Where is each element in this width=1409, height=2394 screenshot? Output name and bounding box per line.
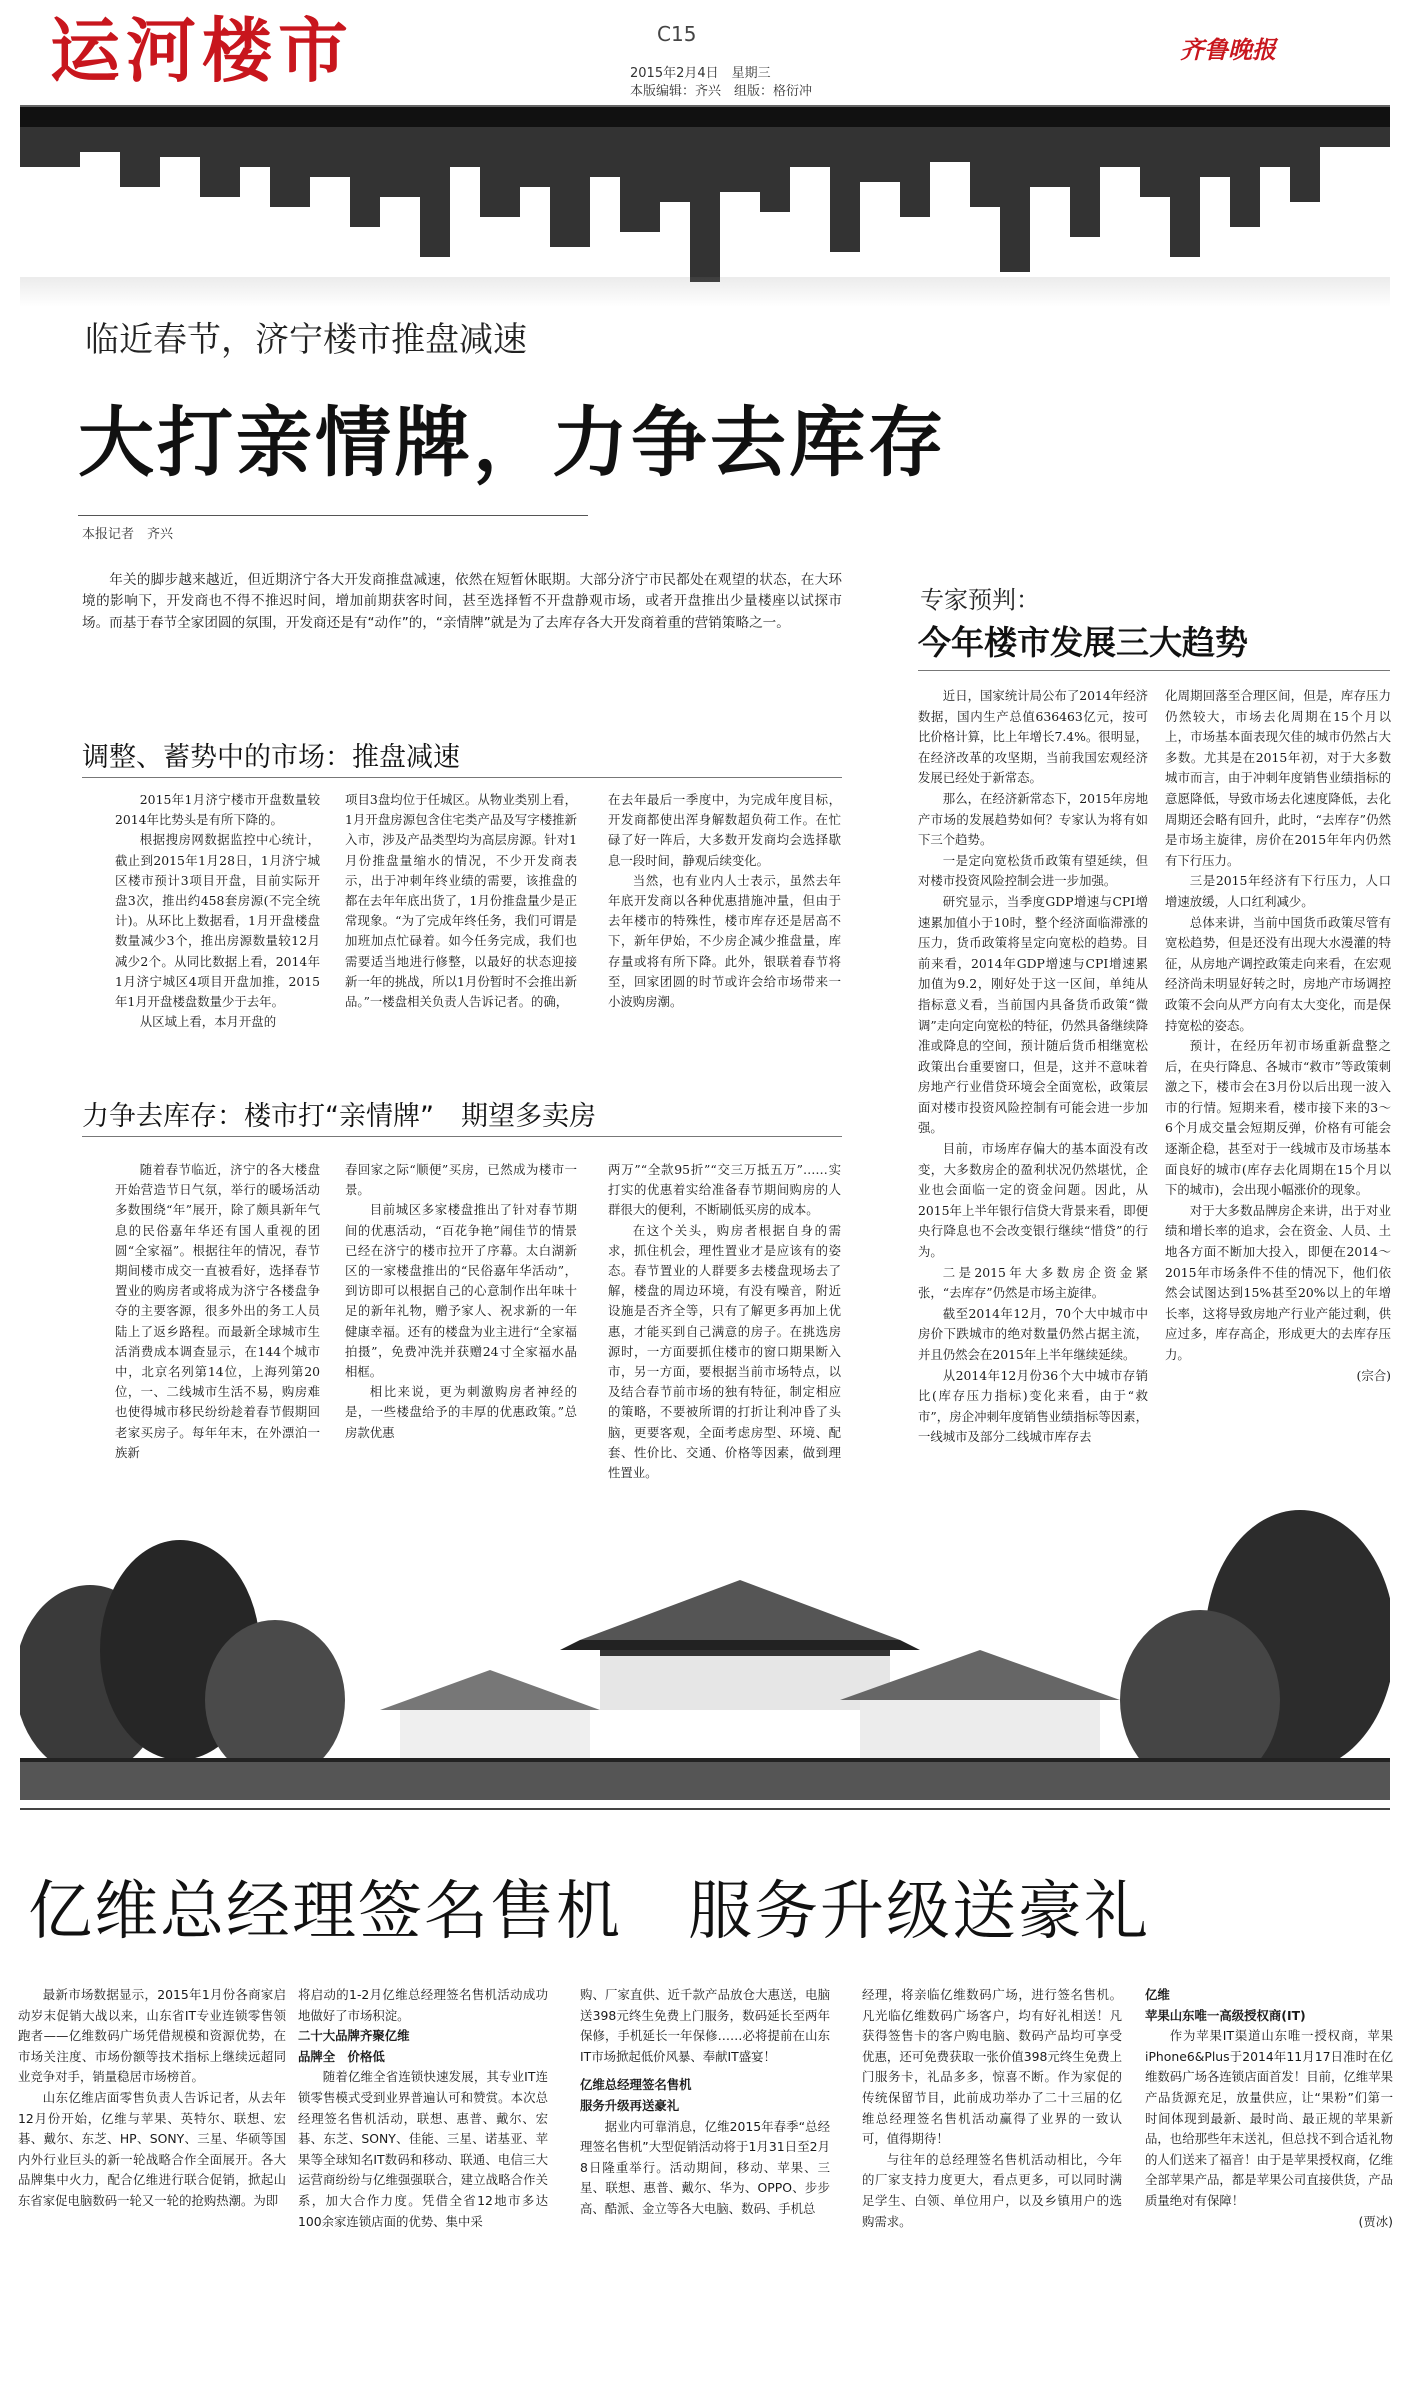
paragraph: 作为苹果IT渠道山东唯一授权商，苹果iPhone6&Plus于2014年11月17日准时在亿维数码广场各连锁店面首发！目前，亿维苹果产品货源充足，放量供应，让“果粉”们第一时间体现到最新、最时尚、最正规的苹果新品，也给那些年末送礼，但总找不到合适礼物的人们送来了福音！由于是苹果授权商，亿维全部苹果产品，都是苹果公司直接供货，产品质量绝对有保障！ (1145, 2028, 1393, 2208)
paragraph: 从2014年12月份36个大中城市存销比(库存压力指标)变化来看，由于“救市”，房企冲刺年度销售业绩指标等因素，一线城市及部分二线城市库存去 (918, 1367, 1148, 1445)
paragraph: 春回家之际“顺便”买房，已然成为楼市一景。 (345, 1162, 577, 1198)
ad-headline: 亿维总经理签名售机 服务升级送豪礼 (28, 1875, 1150, 1949)
source-note: (贾冰) (1358, 2213, 1393, 2229)
paragraph: 两万”“全款95折”“交三万抵五万”……实打实的优惠着实给准备春节期间购房的人群很大的便利，不断刷低买房的成本。 (608, 1162, 841, 1218)
paragraph: 根据搜房网数据监控中心统计，截止到2015年1月28日，1月济宁城区楼市预计3项目开盘，目前实际开盘3次，推出约458套房源(不完全统计)。从环比上数据看，1月开盘楼盘数量减少3个，推出房源数量较12月减少2个。从同比数据上看，2014年1月济宁城区4项目开盘加推，2015年1月开盘楼盘数量少于去年。 (115, 832, 320, 1010)
section2-column-2 (345, 1160, 577, 1515)
paragraph: 研究显示，当季度GDP增速与CPI增速累加值小于10时，整个经济面临滞涨的压力，货币政策将呈定向宽松的趋势。目前来看，2014年GDP增速与CPI增速累加值为9.2，刚好处于这一区间，单纯从指标意义看，当前国内具备货币政策“微调”走向定向宽松的特征，仍然具备继续降准或降息的空间，预计随后货币相继宽松政策出台重要窗口，但是，这并不意味着房地产行业借贷环境会全面宽松，政策层面对楼市投资风险控制有可能会进一步加强。 (918, 893, 1148, 1136)
source-note: (宗合) (1356, 1367, 1391, 1383)
section1-rule (82, 777, 842, 778)
section1-column-2 (345, 790, 577, 1070)
section2-title: 力争去库存：楼市打“亲情牌” 期望多卖房 (82, 1101, 596, 1132)
expert-rule (918, 670, 1390, 671)
section-title: 运河楼市 (50, 10, 354, 92)
paragraph: 最新市场数据显示，2015年1月份各商家启动岁末促销大战以来，山东省IT专业连锁零售领跑者——亿维数码广场凭借规模和资源优势，在市场关注度、市场份额等技术指标上继续远超同业竞争对手，销量稳居市场榜首。 (18, 1987, 286, 2085)
paragraph: 项目3盘均位于任城区。从物业类别上看，1月开盘房源包含住宅类产品及写字楼推新入市，涉及产品类型均为高层房源。针对1月份推盘量缩水的情况，不少开发商表示，出于冲刺年终业绩的需要，该推盘的都在去年年底出货了，1月份推盘量少是正常现象。“为了完成年终任务，我们可谓是加班加点忙碌着。如今任务完成，我们也需要适当地进行修整，以最好的状态迎接新一年的挑战，所以1月份暂时不会推出新品。”一楼盘相关负责人告诉记者。的确， (345, 792, 577, 1010)
paragraph: 2015年1月济宁楼市开盘数量较2014年比势头是有所下降的。 (115, 792, 320, 828)
paragraph: 在去年最后一季度中，为完成年度目标，开发商都使出浑身解数超负荷工作。在忙碌了好一阵后，大多数开发商均会选择歇息一段时间，静观后续变化。 (608, 792, 841, 868)
paragraph: 与往年的总经理签名售机活动相比，今年的厂家支持力度更大，看点更多，可以同时满足学生、白领、单位用户，以及乡镇用户的选购需求。 (862, 2151, 1122, 2229)
paragraph: 据业内可靠消息，亿维2015年春季“总经理签名售机”大型促销活动将于1月31日至2月8日隆重举行。活动期间，移动、苹果、三星、联想、惠普、戴尔、华为、OPPO、步步高、酷派、金立等各大电脑、数码、手机总 (580, 2118, 830, 2216)
paragraph: 化周期回落至合理区间，但是，库存压力仍然较大，市场去化周期在15个月以上，市场基本面表现欠佳的城市仍然占大多数。尤其是在2015年初，对于大多数城市而言，由于冲刺年度销售业绩指标的意愿降低，导致市场去化速度降低，去化周期还会略有回升，此时，“去库存”仍然是市场主旋律，房价在2015年年内仍然有下行压力。 (1165, 688, 1391, 868)
section2-column-1 (115, 1160, 320, 1515)
paper-logo: 齐鲁晚报 (1180, 35, 1276, 64)
paragraph: 近日，国家统计局公布了2014年经济数据，国内生产总值636463亿元，按可比价格计算，比上年增长7.4%。很明显，在经济改革的攻坚期，当前我国宏观经济发展已经处于新常态。 (918, 688, 1148, 786)
paragraph: 二是2015年大多数房企资金紧张，“去库存”仍然是市场主旋律。 (918, 1264, 1148, 1301)
page-number: C15 (657, 22, 697, 46)
ad-column-4 (862, 1985, 1122, 2365)
section1-column-1 (115, 790, 320, 1070)
ad-column-2 (298, 1985, 548, 2365)
building-photo (20, 1500, 1390, 1800)
feature-headline: 大打亲情牌，力争去库存 (78, 398, 947, 487)
ad-column-3 (580, 1985, 830, 2365)
subheading: 苹果山东唯一高级授权商(IT) (1145, 2007, 1306, 2023)
paragraph: 当然，也有业内人士表示，虽然去年年底开发商以各种优惠措施冲量，但由于去年楼市的特殊性，楼市库存还是居高不下，新年伊始，不少房企减少推盘量，库存量或将有所下降。此外，银联着春节将至，回家团圆的时节或许会给市场带来一小波购房潮。 (608, 872, 841, 1010)
paragraph: 购、厂家直供、近千款产品放仓大惠送，电脑送398元终生免费上门服务，数码延长至两年保修，手机延长一年保修……必将提前在山东IT市场掀起低价风暴、奉献IT盛宴！ (580, 1987, 830, 2064)
paragraph: 总体来讲，当前中国货币政策尽管有宽松趋势，但是还没有出现大水漫灌的特征，从房地产调控政策走向来看，在宏观经济尚未明显好转之时，房地产市场调控政策不会向从严方向有太大变化，而是保持宽松的姿态。 (1165, 914, 1391, 1033)
paragraph: 在这个关头，购房者根据自身的需求，抓住机会，理性置业才是应该有的姿态。春节置业的人群要多去楼盘现场去了解，楼盘的周边环境，有没有噪音，附近设施是否齐全等，只有了解更多再加上优惠，才能买到自己满意的房子。在挑选房源时，一方面要抓住楼市的窗口期果断入市，另一方面，要根据当前市场特点，以及结合春节前市场的独有特征，制定相应的策略，不要被所谓的打折让利冲昏了头脑，更要客观，全面考虑房型、环境、配套、性价比、交通、价格等因素，做到理性置业。 (608, 1222, 841, 1481)
feature-lead: 年关的脚步越来越近，但近期济宁各大开发商推盘减速，依然在短暂休眠期。大部分济宁市民都处在观望的状态，在大环境的影响下，开发商也不得不推迟时间，增加前期获客时间，甚至选择暂不开盘静观市场，或者开盘推出少量楼座以试探市场。而基于春节全家团圆的氛围，开发商还是有“动作”的，“亲情牌”就是为了去库存各大开发商着重的营销策略之一。 (82, 572, 842, 631)
section2-column-3 (608, 1160, 841, 1515)
paragraph: 那么，在经济新常态下，2015年房地产市场的发展趋势如何？专家认为将有如下三个趋势。 (918, 790, 1148, 848)
byline: 本报记者 齐兴 (82, 527, 174, 542)
paragraph: 从区域上看，本月开盘的 (139, 1014, 277, 1030)
paragraph: 目前，市场库存偏大的基本面没有改变，大多数房企的盈利状况仍然堪忧，企业也会面临一定的资金问题。因此，从2015年上半年银行信贷大背景来看，即便央行降息也不会改变银行继续“惜贷”的行为。 (918, 1141, 1148, 1260)
paragraph: 经理，将亲临亿维数码广场，进行签名售机。凡光临亿维数码广场客户，均有好礼相送！凡获得签售卡的客户购电脑、数码产品均可享受优惠，还可免费获取一张价值398元终生免费上门服务卡，礼品多多，惊喜不断。作为家促的传统保留节目，此前成功举办了二十三届的亿维总经理签名售机活动赢得了业界的一致认可，值得期待！ (862, 1987, 1122, 2147)
feature-kicker: 临近春节，济宁楼市推盘减速 (85, 320, 527, 360)
section1-column-3 (608, 790, 841, 1070)
section2-rule (82, 1136, 842, 1137)
ad-column-1 (18, 1985, 286, 2365)
subheading: 亿维总经理签名售机 (580, 2077, 692, 2093)
paragraph: 目前城区多家楼盘推出了针对春节期间的优惠活动，“百花争艳”闹佳节的情景已经在济宁的楼市拉开了序幕。太白湖新区的一家楼盘推出的“民俗嘉年华活动”，到访即可以根据自己的心意制作出年味十足的新年礼物，赠予家人、祝求新的一年健康幸福。还有的楼盘为业主进行“全家福拍摄”，免费冲洗并获赠24寸全家福水晶相框。 (345, 1202, 577, 1380)
paragraph: 预计，在经历年初市场重新盘整之后，在央行降息、各城市“救市”等政策刺激之下，楼市会在3月份以后出现一波入市的行情。短期来看，楼市接下来的3～6个月成交量会短期反弹，价格有可能会逐渐企稳，甚至对于一线城市及市场基本面良好的城市(库存去化周期在15个月以下的城市)，会出现小幅涨价的现象。 (1165, 1038, 1391, 1198)
skyline-photo (20, 107, 1390, 307)
paragraph: 对于大多数品牌房企来讲，出于对业绩和增长率的追求，会在资金、人员、土地各方面不断加大投入，即便在2014～2015年市场条件不佳的情况下，他们依然会试图达到15%甚至20%以上的年增长率，这将导致房地产行业产能过剩，供应过多，库存高企，形成更大的去库存压力。 (1165, 1202, 1391, 1362)
subheading: 二十大品牌齐聚亿维 (298, 2028, 410, 2044)
paragraph: 一是定向宽松货币政策有望延续，但对楼市投资风险控制会进一步加强。 (918, 852, 1148, 889)
expert-kicker: 专家预判： (920, 586, 1040, 614)
paragraph: 随着春节临近，济宁的各大楼盘开始营造节日气氛，举行的暖场活动多数围绕“年”展开，除了颇具新年气息的民俗嘉年华还有国人重视的团圆“全家福”。根据往年的情况，春节期间楼市成交一直被看好，选择春节置业的购房者或将成为济宁各楼盘争夺的主要客源，很多外出的务工人员陆上了返乡路程。而最新全球城市生活消费成本调查显示，在144个城市中，北京名列第14位，上海列第20位，一、二线城市生活不易，购房难也使得城市移民纷纷趁着春节假期回老家买房子。每年年末，在外漂泊一族新 (115, 1162, 320, 1460)
paragraph: 截至2014年12月，70个大中城市中房价下跌城市的绝对数量仍然占据主流，并且仍然会在2015年上半年继续延续。 (918, 1305, 1148, 1362)
paragraph: 将启动的1-2月亿维总经理签名售机活动成功地做好了市场积淀。 (298, 1987, 548, 2023)
headline-rule (78, 515, 588, 516)
paragraph: 相比来说，更为刺激购房者神经的是，一些楼盘给予的丰厚的优惠政策。”总房款优惠 (345, 1384, 577, 1440)
editors-line: 本版编辑：齐兴 组版：格衍冲 (630, 84, 813, 99)
subheading: 亿维 (1145, 1987, 1170, 2002)
subheading: 服务升级再送豪礼 (580, 2097, 680, 2113)
paragraph: 三是2015年经济有下行压力，人口增速放缓，人口红利减少。 (1165, 873, 1391, 909)
paragraph: 随着亿维全省连锁快速发展，其专业IT连锁零售模式受到业界普遍认可和赞赏。本次总经理签名售机活动，联想、惠普、戴尔、宏碁、东芝、SONY、佳能、三星、诺基亚、苹果等全球知名IT数码和移动、联通、电信三大运营商纷纷与亿维强强联合，建立战略合作关系，加大合作力度。凭借全省12地市多达100余家连锁店面的优势、集中采 (298, 2069, 548, 2229)
section1-title: 调整、蓄势中的市场：推盘减速 (82, 742, 460, 773)
paragraph: 山东亿维店面零售负责人告诉记者，从去年12月份开始，亿维与苹果、英特尔、联想、宏碁、戴尔、东芝、HP、SONY、三星、华硕等国内外行业巨头的新一轮战略合作全面展开。各大品牌集中火力，配合亿维进行联合促销，掀起山东省家促电脑数码一轮又一轮的抢购热潮。为即 (18, 2089, 286, 2208)
expert-headline: 今年楼市发展三大趋势 (918, 623, 1248, 662)
ad-column-5 (1145, 1985, 1393, 2365)
issue-date: 2015年2月4日 星期三 (630, 66, 771, 81)
ad-top-rule (20, 1808, 1390, 1810)
subheading: 品牌全 价格低 (298, 2048, 385, 2064)
